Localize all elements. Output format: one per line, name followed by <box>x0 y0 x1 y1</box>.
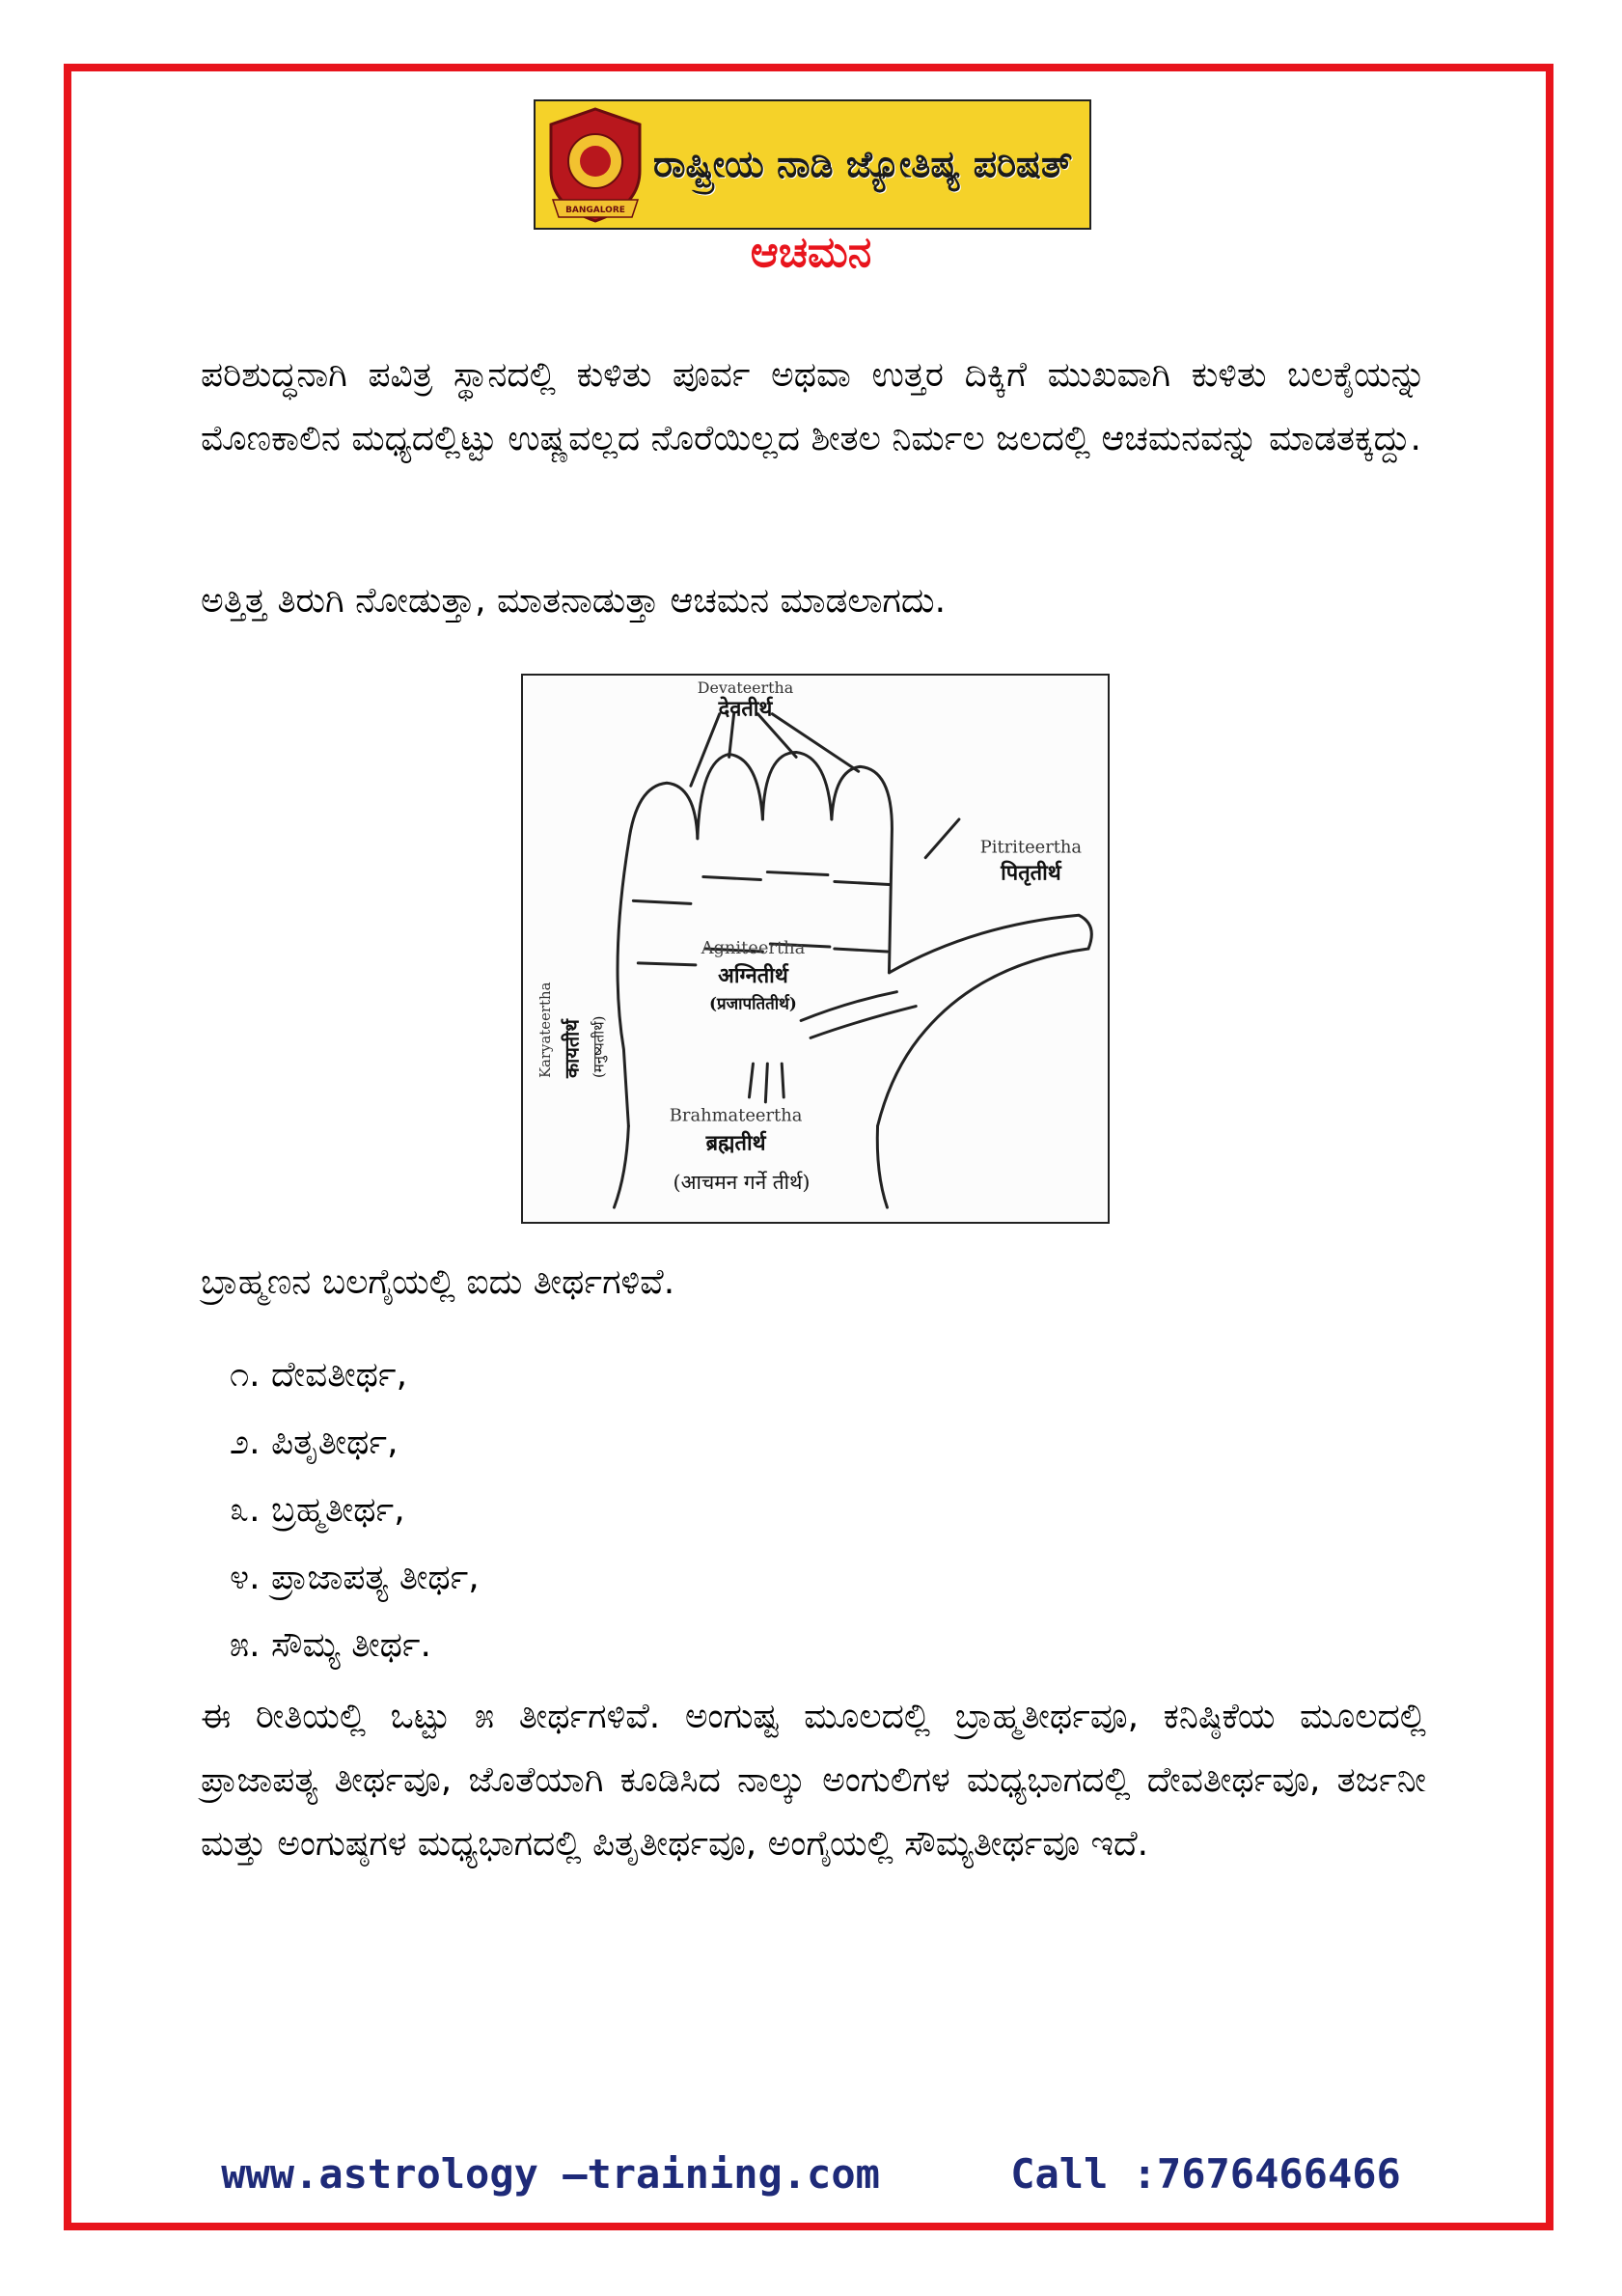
intro-paragraph: ಪರಿಶುದ್ಧನಾಗಿ ಪವಿತ್ರ ಸ್ಥಾನದಲ್ಲಿ ಕುಳಿತು ಪೂರ್ವ ಅಥವಾ ಉತ್ತರ ದಿಕ್ಕಿಗೆ ಮುಖವಾಗಿ ಕುಳಿತು ಬಲಕೈಯನ್ನು ಮೊಣಕಾಲಿನ ಮಧ್ಯದಲ್ಲಿಟ್ಟು ಉಷ್ಣವಲ್ಲದ ನೊರೆಯಿಲ್ಲದ ಶೀತಲ ನಿರ್ಮಲ ಜಲದಲ್ಲಿ ಆಚಮನವನ್ನು ಮಾಡತಕ್ಕದ್ದು. <box>201 355 1426 458</box>
list-item: ೫. ಸೌಮ್ಯ ತೀರ್ಥ. <box>230 1625 431 1665</box>
header-banner <box>534 99 1091 230</box>
page-title: ಆಚಮನ <box>750 228 872 277</box>
label-karyateertha-en: Karyateertha <box>536 982 554 1079</box>
label-karyateertha-hi: कायतीर्थ <box>560 1019 584 1079</box>
label-pitriteertha-en: Pitriteertha <box>979 837 1083 858</box>
organization-name: ರಾಷ್ಟ್ರೀಯ ನಾಡಿ ಜ್ಯೋತಿಷ್ಯ ಪರಿಷತ್ <box>653 143 1073 185</box>
tirtha-list <box>230 1342 480 1679</box>
label-agniteertha-hi: अग्नितीर्थ <box>718 962 788 988</box>
hand-diagram-svg <box>523 676 1108 1222</box>
label-brahmateertha-hi: ब्रह्मतीर्थ <box>705 1130 766 1156</box>
label-pitriteertha-hi: पितृतीर्थ <box>1001 860 1061 886</box>
list-item: ೨. ಪಿತೃತೀರ್ಥ, <box>230 1423 399 1462</box>
label-devateertha-en: Devateertha <box>697 678 794 697</box>
summary-paragraph: ಈ ರೀತಿಯಲ್ಲಿ ಒಟ್ಟು ೫ ತೀರ್ಥಗಳಿವೆ. ಅಂಗುಷ್ಟ ಮೂಲದಲ್ಲಿ ಬ್ರಾಹ್ಮತೀರ್ಥವೂ, ಕನಿಷ್ಠಿಕೆಯ ಮೂಲದಲ್ಲಿ ಪ್ರಾಜಾಪತ್ಯ ತೀರ್ಥವೂ, ಜೊತೆಯಾಗಿ ಕೂಡಿಸಿದ ನಾಲ್ಕು ಅಂಗುಲಿಗಳ ಮಧ್ಯಭಾಗದಲ್ಲಿ ದೇವತೀರ್ಥವೂ, ತರ್ಜನೀ ಮತ್ತು ಅಂಗುಷ್ಠಗಳ ಮಧ್ಯಭಾಗದಲ್ಲಿ ಪಿತೃತೀರ್ಥವೂ, ಅಂಗೈಯಲ್ಲಿ ಸೌಮ್ಯತೀರ್ಥವೂ ಇದೆ. <box>201 1697 1426 1864</box>
list-item: ೩. ಬ್ರಹ್ಮತೀರ್ಥ, <box>230 1490 405 1530</box>
footer <box>0 2150 1622 2198</box>
rule-paragraph: ಅತ್ತಿತ್ತ ತಿರುಗಿ ನೋಡುತ್ತಾ, ಮಾತನಾಡುತ್ತಾ ಆಚಮನ ಮಾಡಲಾಗದು. <box>201 581 947 621</box>
list-item: ೪. ಪ್ರಾಜಾಪತ್ಯ ತೀರ್ಥ, <box>230 1558 480 1597</box>
label-brahmateertha-en: Brahmateertha <box>669 1105 803 1126</box>
label-achaman-hi: (आचमन गर्ने तीर्थ) <box>673 1171 811 1195</box>
five-tirthas-intro: ಬ್ರಾಹ್ಮಣನ ಬಲಗೈಯಲ್ಲಿ ಐದು ತೀರ್ಥಗಳಿವೆ. <box>201 1262 675 1302</box>
label-agniteertha-en: Agniteertha <box>701 937 806 958</box>
label-manushya-hi: (मनुष्यतीर्थ) <box>590 1015 608 1079</box>
label-devateertha-hi: देवतीर्थ <box>718 696 773 722</box>
website-link[interactable]: www.astrology –training.com <box>221 2150 880 2198</box>
phone-number[interactable]: Call :7676466466 <box>1010 2150 1401 2198</box>
hand-diagram <box>521 674 1110 1224</box>
label-prajapati-hi: (प्रजापतितीर्थ) <box>709 993 797 1013</box>
list-item: ೧. ದೇವತೀರ್ಥ, <box>230 1355 408 1395</box>
emblem-text: BANGALORE <box>565 205 625 215</box>
emblem-logo <box>543 103 647 227</box>
